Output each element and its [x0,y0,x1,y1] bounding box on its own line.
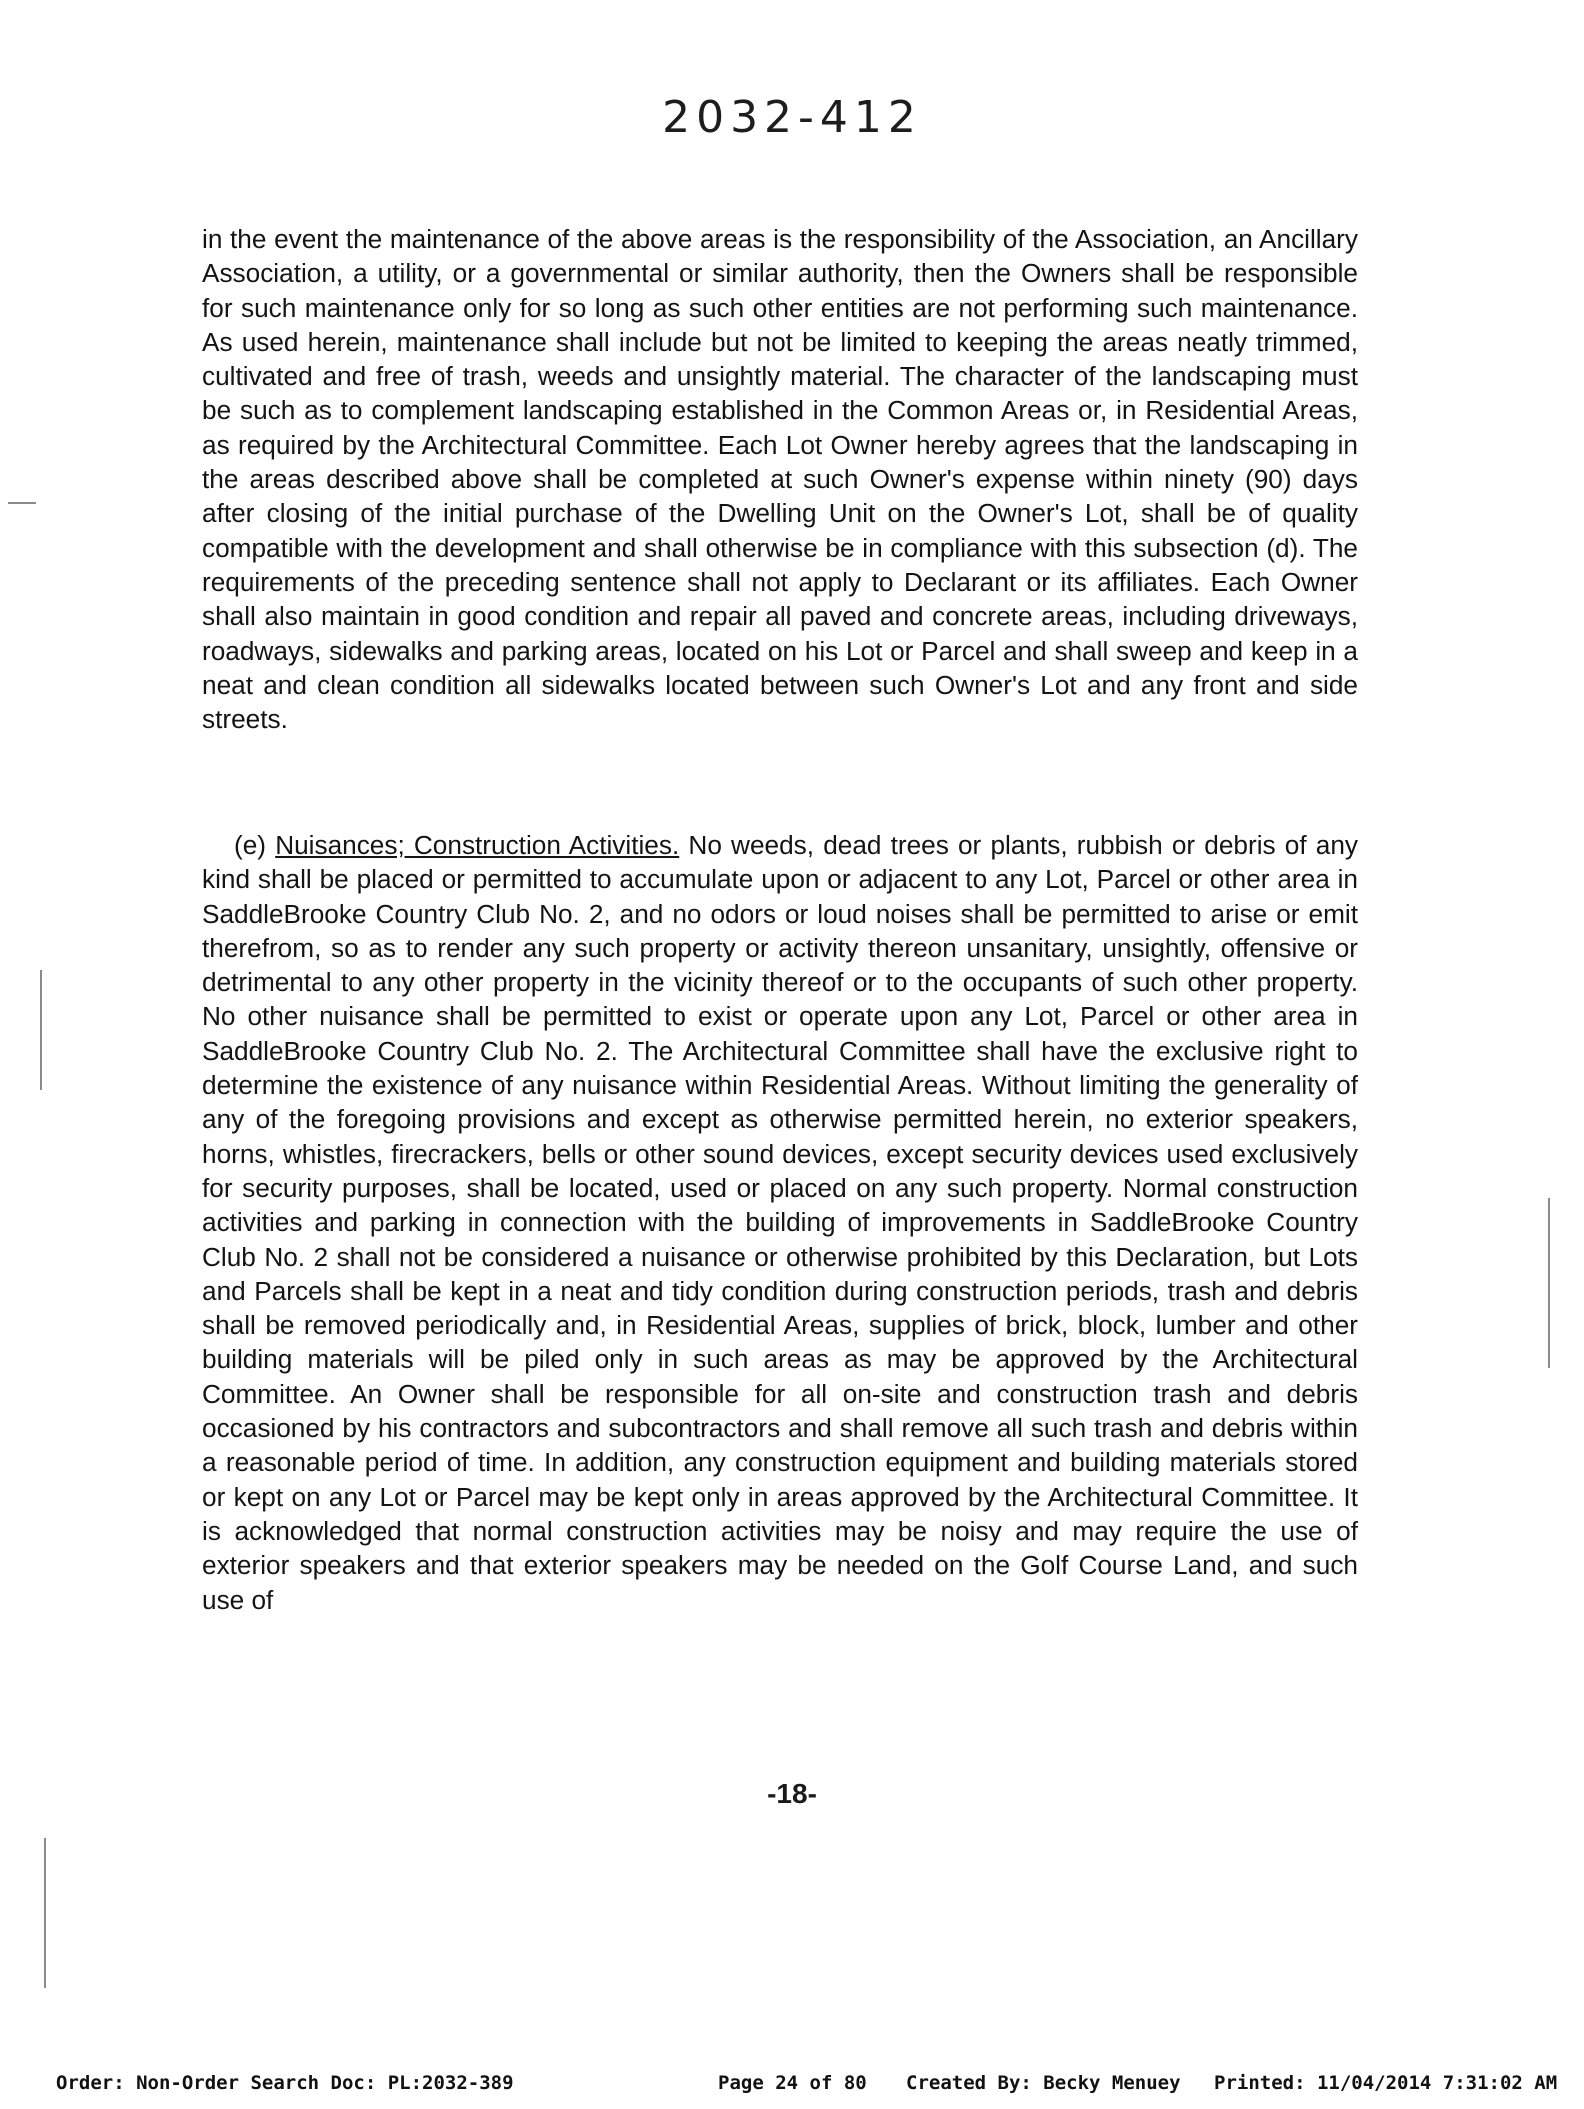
scan-mark-left-bar-lower [44,1838,46,1988]
paragraph-landscaping: in the event the maintenance of the above areas is the responsibility of the Association, an Ancillary Association, a utility, or a governmental or similar authority, then the Owners shall be responsible for such maintenance only for so long as such other entities are not performing such maintenance. As used herein, maintenance shall include but not be limited to keeping the areas neatly trimmed, cultivated and free of trash, weeds and unsightly material. The character of the landscaping must be such as to complement landscaping established in the Common Areas or, in Residential Areas, as required by the Architectural Committee. Each Lot Owner hereby agrees that the landscaping in the areas described above shall be completed at such Owner's expense within ninety (90) days after closing of the initial purchase of the Dwelling Unit on the Owner's Lot, shall be of quality compatible with the development and shall otherwise be in compliance with this subsection (d). The requirements of the preceding sentence shall not apply to Declarant or its affiliates. Each Owner shall also maintain in good condition and repair all paved and concrete areas, including driveways, roadways, sidewalks and parking areas, located on his Lot or Parcel and shall sweep and keep in a neat and clean condition all sidewalks located between such Owner's Lot and any front and side streets. [202,224,1358,735]
page-folio: -18- [767,1778,817,1809]
scan-mark-right-bar [1548,1198,1550,1368]
footer-printed: Printed: 11/04/2014 7:31:02 AM [1214,2072,1558,2094]
paragraph-nuisances [202,828,1358,1617]
document-number: 2032-412 [662,92,922,143]
footer-page: Page 24 of 80 [718,2072,867,2094]
scan-mark-left-bar [40,970,42,1090]
paragraph-nuisances-text [202,828,1358,1617]
footer-created-by: Created By: Becky Menuey [906,2072,1181,2094]
section-body: No weeds, dead trees or plants, rubbish or debris of any kind shall be placed or permitted to accumulate upon or adjacent to any Lot, Parcel or other area in SaddleBrooke Country Club No. 2, and no odors or loud noises shall be permitted to arise or emit therefrom, so as to render any such property or activity thereon unsanitary, unsightly, offensive or detrimental to any other property in the vicinity thereof or to the occupants of such other property. No other nuisance shall be permitted to exist or operate upon any Lot, Parcel or other area in SaddleBrooke Country Club No. 2. The Architectural Committee shall have the exclusive right to determine the existence of any nuisance within Residential Areas. Without limiting the generality of any of the foregoing provisions and except as otherwise permitted herein, no exterior speakers, horns, whistles, firecrackers, bells or other sound devices, except security devices used exclusively for security purposes, shall be located, used or placed on any such property. Normal construction activities and parking in connection with the building of improvements in SaddleBrooke Country Club No. 2 shall not be considered a nuisance or otherwise prohibited by this Declaration, but Lots and Parcels shall be kept in a neat and tidy condition during construction periods, trash and debris shall be removed periodically and, in Residential Areas, supplies of brick, block, lumber and other building materials will be piled only in such areas as may be approved by the Architectural Committee. An Owner shall be responsible for all on-site and construction trash and debris occasioned by his contractors and subcontractors and shall remove all such trash and debris within a reasonable period of time. In addition, any construction equipment and building materials stored or kept on any Lot or Parcel may be kept only in areas approved by the Architectural Committee. It is acknowledged that normal construction activities may be noisy and may require the use of exterior speakers and that exterior speakers may be needed on the Golf Course Land, and such use of [202,830,1358,1615]
footer-order: Order: Non-Order Search Doc: PL:2032-389 [56,2072,514,2094]
print-footer [56,2072,1584,2098]
section-label: (e) [234,830,267,860]
scan-mark-left-dash [8,502,36,504]
section-heading: Nuisances; Construction Activities. [275,830,680,860]
